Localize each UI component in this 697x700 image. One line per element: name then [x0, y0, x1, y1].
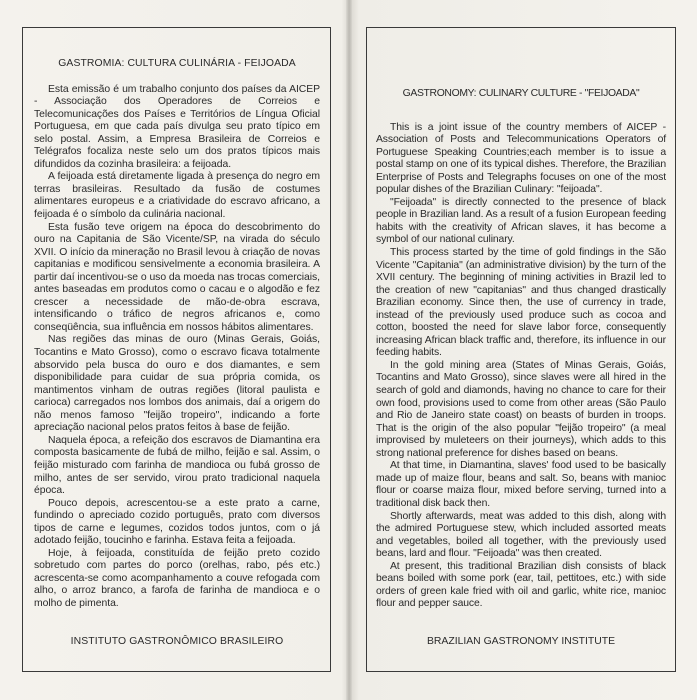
- right-heading: GASTRONOMY: CULINARY CULTURE - "FEIJOADA": [402, 88, 640, 99]
- right-footer-institute: BRAZILIAN GASTRONOMY INSTITUTE: [426, 636, 615, 647]
- right-paragraph-3: This process started by the time of gold findings in the São Vicente "Capitania" (an administrative division) by the turn of the XVII century. The beginning of mining activities in Brazil led to the creation of new "capitanias" and thus changed drastically Brazilian economy. Since then, the use of currency in trade, instead of the previously used produce such as cocoa and cotton, boosted the need for slave labor force, consequently increasing African black traffic and, therefore, its influence in our feeding habits.: [376, 247, 666, 359]
- right-paragraph-7: At present, this traditional Brazilian dish consists of black beans boiled with some pork (ear, tail, pettitoes, etc.) with side orders of green kale fried with oil and garlic, white rice, manioc flour and pepper sauce.: [376, 560, 666, 610]
- left-paragraph-5: Naquela época, a refeição dos escravos de Diamantina era composta basicamente de fubá de milho, feijão e sal. Assim, o feijão misturado com farinha de mandioca ou fubá grosso de milho, antes de ser servido, virou prato tradicional naquela época.: [34, 434, 320, 497]
- right-paragraph-6: Shortly afterwards, meat was added to this dish, along with the admired Portuguese stew, which included assorted meats and vegetables, boiled all together, with the previously used beans, lard and flour. "Feijoada" was then created.: [376, 510, 666, 560]
- right-paragraph-5: At that time, in Diamantina, slaves' food used to be basically made up of maize flour, beans and salt. So, beans with manioc flour or coarse maiza flour, mixed before serving, turned into a traditional disk back then.: [376, 460, 666, 509]
- left-text-column: [34, 58, 320, 611]
- left-paragraph-6: Pouco depois, acrescentou-se a este prato a carne, fundindo o apreciado cozido português, prato com diversos tipos de carne e legumes, cozidos todos juntos, com o já adotado feijão, toucinho e farinha. Estava feita a feijoada.: [34, 497, 320, 547]
- right-paragraph-2: "Feijoada" is directly connected to the presence of black people in Brazilian land. As a result of a fusion European feeding habits with the creativity of African slaves, it has become a symbol of our national culinary.: [376, 196, 666, 246]
- right-text-column: [376, 88, 666, 611]
- right-paragraph-1: This is a joint issue of the country members of AICEP - Association of Posts and Telecommunications Operators of Portuguese Speaking Countries;each member is to issue a postal stamp on one of its typical dishes. Therefore, the Brazilian Enterprise of Posts and Telegraphs focuses on one of the most popular dishes of the Brazilian Culinary: "feijoada".: [376, 121, 666, 196]
- left-paragraph-1: Esta emissão é um trabalho conjunto dos países da AICEP - Associação dos Operadores de Correios e Telecomunicações dos Países e Territórios de Língua Oficial Portuguesa, em que cada país divulga seu prato típico em selo postal. Assim, a Empresa Brasileira de Correios e Telégrafos focaliza neste selo um dos pratos típicos mais difundidos da cozinha brasileira: a feijoada.: [34, 83, 320, 170]
- left-footer-institute: INSTITUTO GASTRONÔMICO BRASILEIRO: [70, 636, 284, 647]
- left-paragraph-3: Esta fusão teve origem na época do descobrimento do ouro na Capitania de São Vicente/SP, na virada do século XVII. O início da mineração no Brasil levou à criação de novas capitanias e modificou sensivelmente a economia brasileira. A partir daí incentivou-se o uso da moeda nas trocas comerciais, antes baseadas em produtos como o cacau e o algodão e fez crescer a necessidade de mão-de-obra escrava, intensificando o tráfico de negros africanos e, como conseqüência, sua influência em nossos hábitos alimentares.: [34, 221, 320, 333]
- right-paragraph-4: In the gold mining area (States of Minas Gerais, Goiás, Tocantins and Mato Grosso), since slaves were all hired in the search of gold and diamonds, having no chance to care for their own food, provisions used to come from other areas (São Paulo and Rio de Janeiro state coast) on beasts of burden in troops. That is the origin of the also popular "feijão tropeiro" (a meal improvised by muleteers on their journeys), which adds to this strong national preference for dishes based on beans.: [376, 359, 666, 459]
- left-paragraph-2: A feijoada está diretamente ligada à presença do negro em terras brasileiras. Resultado da fusão de costumes alimentares europeus e a criatividade do escravo africano, a feijoada é o símbolo da culinária nacional.: [34, 171, 320, 221]
- left-paragraph-4: Nas regiões das minas de ouro (Minas Gerais, Goiás, Tocantins e Mato Grosso), como o escravo ficava totalmente absorvido pela busca do ouro e dos diamantes, e sem disponibilidade para cuidar de sua própria comida, os mantimentos vinham de outras regiões (litoral paulista e carioca) carregados nos lombos dos animais, daí a origem do não menos famoso "feijão tropeiro", indicando a forte apreciação nacional pelos pratos feitos à base de feijão.: [34, 334, 320, 434]
- center-fold: [346, 0, 352, 700]
- left-paragraph-7: Hoje, à feijoada, constituída de feijão preto cozido sobretudo com partes do porco (orelhas, rabo, pés etc.) acrescenta-se como acompanhamento a couve refogada com alho, o arroz branco, a farofa de farinha de mandioca e o molho de pimenta.: [34, 547, 320, 609]
- left-heading: GASTROMIA: CULTURA CULINÁRIA - FEIJOADA: [58, 58, 296, 69]
